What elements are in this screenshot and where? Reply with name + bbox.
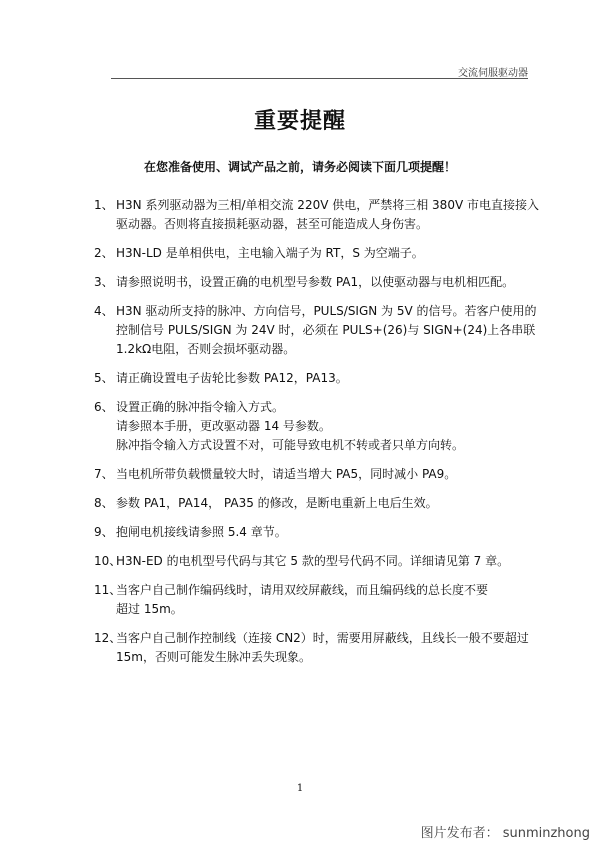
notice-text-line: 驱动器。否则将直接损耗驱动器，甚至可能造成人身伤害。 (116, 217, 429, 231)
notice-text-line: 抱闸电机接线请参照 5.4 章节。 (116, 525, 287, 539)
page-subtitle: 在您准备使用、调试产品之前，请务必阅读下面几项提醒！ (143, 160, 456, 174)
notice-number: 1、 (94, 198, 114, 212)
notice-item (94, 629, 544, 667)
notice-item (94, 494, 544, 513)
notice-text-line: 请参照本手册，更改驱动器 14 号参数。 (116, 419, 331, 433)
notice-number: 6、 (94, 400, 114, 414)
notice-text-line: 15m，否则可能发生脉冲丢失现象。 (116, 650, 311, 664)
notice-text-line: 当电机所带负载惯量较大时，请适当增大 PA5，同时减小 PA9。 (116, 467, 457, 481)
notice-text-line: 控制信号 PULS/SIGN 为 24V 时，必须在 PULS+(26)与 SIGN+(24)上各串联 (116, 323, 536, 337)
notice-number: 4、 (94, 304, 114, 318)
notice-item (94, 398, 544, 455)
notice-item (94, 273, 544, 292)
notice-number: 12、 (94, 631, 122, 645)
notice-text-line: 请正确设置电子齿轮比参数 PA12，PA13。 (116, 371, 348, 385)
notice-number: 3、 (94, 275, 114, 289)
notice-text-line: 设置正确的脉冲指令输入方式。 (116, 400, 285, 414)
notice-item (94, 244, 544, 263)
notice-item (94, 302, 544, 359)
notice-item (94, 523, 544, 542)
notice-text-line: H3N-LD 是单相供电，主电输入端子为 RT，S 为空端子。 (116, 246, 424, 260)
notice-number: 10、 (94, 554, 122, 568)
notice-number: 2、 (94, 246, 114, 260)
page-title: 重要提醒 (253, 109, 346, 134)
notice-text-line: 请参照说明书，设置正确的电机型号参数 PA1，以使驱动器与电机相匹配。 (116, 275, 515, 289)
notice-text-line: 超过 15m。 (116, 602, 183, 616)
notice-item (94, 465, 544, 484)
notice-text-line: 脉冲指令输入方式设置不对，可能导致电机不转或者只单方向转。 (116, 438, 465, 452)
notice-text-line: 参数 PA1，PA14， PA35 的修改，是断电重新上电后生效。 (116, 496, 438, 510)
notice-text-line: 1.2kΩ电阻，否则会损坏驱动器。 (116, 342, 296, 356)
notice-number: 9、 (94, 525, 114, 539)
notice-text-line: 当客户自己制作控制线（连接 CN2）时，需要用屏蔽线，且线长一般不要超过 (116, 631, 529, 645)
notice-item (94, 552, 544, 571)
notice-number: 11、 (94, 583, 122, 597)
header-rule (111, 78, 528, 79)
notice-text-line: H3N 系列驱动器为三相/单相交流 220V 供电，严禁将三相 380V 市电直接接入 (116, 198, 539, 212)
notice-item (94, 581, 544, 619)
notice-text-line: H3N 驱动所支持的脉冲、方向信号，PULS/SIGN 为 5V 的信号。若客户使用的 (116, 304, 537, 318)
notice-item (94, 196, 544, 234)
page-number: 1 (296, 783, 304, 794)
running-header: 交流伺服驱动器 (458, 68, 528, 79)
notice-text-line: 当客户自己制作编码线时，请用双绞屏蔽线，而且编码线的总长度不要 (116, 583, 489, 597)
notice-number: 5、 (94, 371, 114, 385)
notice-number: 7、 (94, 467, 114, 481)
publisher-watermark: 图片发布者： sunminzhong (420, 826, 590, 841)
notice-item (94, 369, 544, 388)
notice-list (94, 196, 544, 677)
notice-text-line: H3N-ED 的电机型号代码与其它 5 款的型号代码不同。详细请见第 7 章。 (116, 554, 510, 568)
notice-number: 8、 (94, 496, 114, 510)
